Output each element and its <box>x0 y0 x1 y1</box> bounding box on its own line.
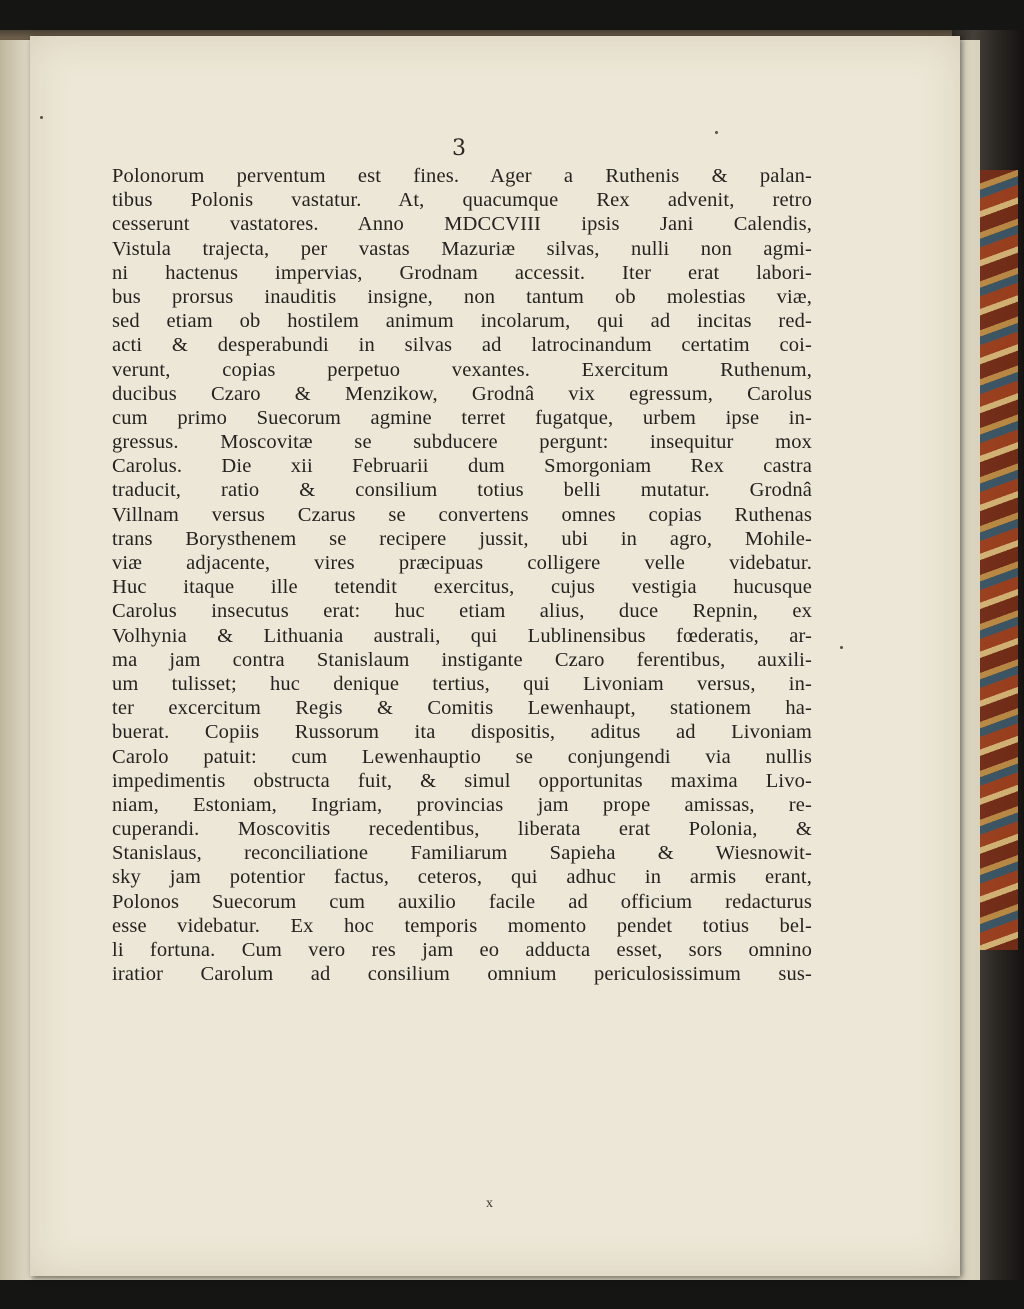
body-text <box>112 164 812 986</box>
text-line: verunt, copias perpetuo vexantes. Exercitum Ruthenum, <box>112 358 812 381</box>
text-line: Volhynia & Lithuania australi, qui Lublinensibus fœderatis, ar- <box>112 624 812 647</box>
text-line: trans Borysthenem se recipere jussit, ubi in agro, Mohile- <box>112 527 812 550</box>
text-line: esse videbatur. Ex hoc temporis momento pendet totius bel- <box>112 914 812 937</box>
text-line: Huc itaque ille tetendit exercitus, cujus vestigia hucusque <box>112 576 812 599</box>
paper-speck <box>40 116 43 119</box>
signature-mark: x <box>486 1196 493 1211</box>
text-line: ter excercitum Regis & Comitis Lewenhaupt, stationem ha- <box>112 697 812 720</box>
text-line: um tulisset; huc denique tertius, qui Livoniam versus, in- <box>112 672 812 695</box>
text-line: Carolus insecutus erat: huc etiam alius, duce Repnin, ex <box>112 600 812 623</box>
paper-speck <box>715 131 718 134</box>
text-line: traducit, ratio & consilium totius belli mutatur. Grodnâ <box>112 479 812 502</box>
text-line: cesserunt vastatores. Anno MDCCVIII ipsis Jani Calendis, <box>112 213 812 236</box>
text-line: gressus. Moscovitæ se subducere pergunt: insequitur mox <box>112 431 812 454</box>
text-line: iratior Carolum ad consilium omnium periculosissimum sus- <box>112 963 812 986</box>
text-line: Vistula trajecta, per vastas Mazuriæ silvas, nulli non agmi- <box>112 237 812 260</box>
text-line: Polonorum perventum est fines. Ager a Ruthenis & palan- <box>112 165 812 187</box>
text-line: Carolus. Die xii Februarii dum Smorgoniam Rex castra <box>112 455 812 478</box>
text-line: sed etiam ob hostilem animum incolarum, qui ad incitas red- <box>112 310 812 333</box>
text-line: Carolo patuit: cum Lewenhauptio se conjungendi via nullis <box>112 745 812 768</box>
text-line: li fortuna. Cum vero res jam eo adducta esset, sors omnino <box>112 939 812 961</box>
marbled-endpaper <box>976 170 1018 950</box>
text-line: ni hactenus impervias, Grodnam accessit. Iter erat labori- <box>112 261 812 284</box>
text-line: Stanislaus, reconciliatione Familiarum Sapieha & Wiesnowit- <box>112 842 812 865</box>
text-line: impedimentis obstructa fuit, & simul opportunitas maxima Livo- <box>112 769 812 792</box>
text-line: buerat. Copiis Russorum ita dispositis, aditus ad Livoniam <box>112 721 812 744</box>
page-edge <box>0 40 32 1280</box>
text-line: Villnam versus Czarus se convertens omnes copias Ruthenas <box>112 503 812 526</box>
text-line: ducibus Czaro & Menzikow, Grodnâ vix egressum, Carolus <box>112 382 812 405</box>
text-line: cuperandi. Moscovitis recedentibus, liberata erat Polonia, & <box>112 818 812 841</box>
text-line: cum primo Suecorum agmine terret fugatque, urbem ipse in- <box>112 406 812 429</box>
text-line: sky jam potentior factus, ceteros, qui adhuc in armis erant, <box>112 866 812 889</box>
text-line: niam, Estoniam, Ingriam, provincias jam prope amissas, re- <box>112 793 812 816</box>
text-line: bus prorsus inauditis insigne, non tantum ob molestias viæ, <box>112 285 812 308</box>
text-line: viæ adjacente, vires præcipuas colligere velle videbatur. <box>112 552 812 574</box>
paper-speck <box>840 646 843 649</box>
text-line: tibus Polonis vastatur. At, quacumque Rex advenit, retro <box>112 189 812 212</box>
text-line: ma jam contra Stanislaum instigante Czaro ferentibus, auxili- <box>112 648 812 671</box>
page-number: 3 <box>452 136 466 161</box>
text-line: acti & desperabundi in silvas ad latrocinandum certatim coi- <box>112 334 812 357</box>
text-line: Polonos Suecorum cum auxilio facile ad officium redacturus <box>112 890 812 913</box>
